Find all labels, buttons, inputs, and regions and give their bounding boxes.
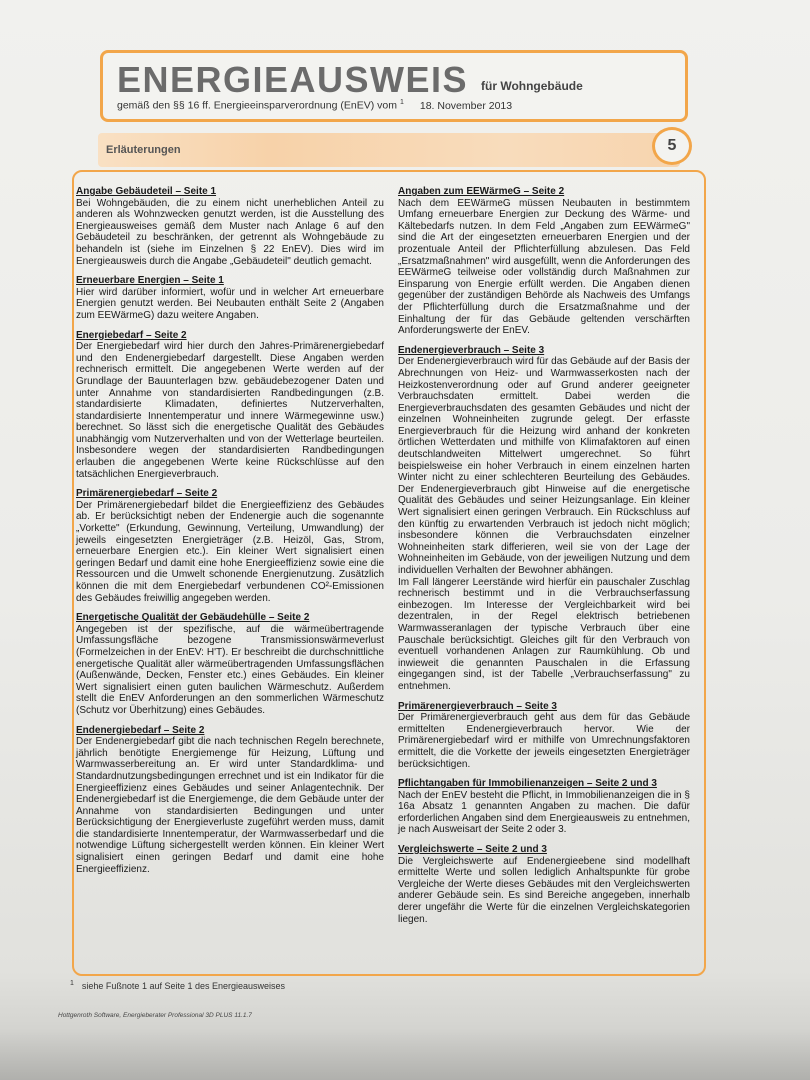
section-title: Pflichtangaben für Immobilienanzeigen – Seite 2 und 3 <box>398 778 657 790</box>
section-text: Nach dem EEWärmeG müssen Neubauten in bestimmtem Umfang erneuerbare Energien zur Deckung des Wärme- und Kältebedarfs nutzen. In dem Feld „Angaben zum EEWärmeG" sind die Art der eingesetzten erneuerbaren Energien und der prozentuale Anteil der Pflichterfüllung abzulesen. Das Feld „Ersatzmaßnahmen" wird ausgefüllt, wenn die Anforderungen des EEWärmeG teilweise oder vollständig durch Maßnahmen zur Einsparung von Energie erfüllt werden. Die Angaben dienen gegenüber der zuständigen Behörde als Nachweis des Umfangs der Pflichterfüllung durch die Ersatzmaßnahme und der Einhaltung der für das Gebäude geltenden verschärften Anforderungswerte der EnEV. <box>398 197 690 337</box>
section-gebaeudeteil <box>76 186 384 267</box>
regulation-line <box>117 99 512 112</box>
section-title: Endenergiebedarf – Seite 2 <box>76 724 205 736</box>
section-text: Hier wird darüber informiert, wofür und in welcher Art erneuerbare Energien genutzt werden. Bei Neubauten enthält Seite 2 (Angaben zum EEWärmeG) dazu weitere Angaben. <box>76 286 384 321</box>
section-title: Erneuerbare Energien – Seite 1 <box>76 275 224 287</box>
section-title: Endenergieverbrauch – Seite 3 <box>398 344 545 356</box>
section-endenergieverbrauch <box>398 345 690 693</box>
section-bar <box>98 133 680 167</box>
section-label: Erläuterungen <box>106 144 181 156</box>
section-pflichtangaben <box>398 778 690 836</box>
section-text-continued: Im Fall längerer Leerstände wird hierfür ein pauschaler Zuschlag rechnerisch bestimmt und in die Verbrauchserfassung einbezogen. Im Interesse der Vergleichbarkeit wird bei dezentralen, in der Regel elektrisch betriebenen Warmwasseranlagen der typische Verbrauch über eine Pauschale berücksichtigt. Gleiches gilt für den Verbrauch von eventuell vorhandenen Anlagen zur Raumkühlung. Ob und inwieweit die genannten Pauschalen in die Erfassung eingegangen sind, ist der Tabelle „Verbrauchserfassung" zu entnehmen. <box>398 576 690 692</box>
regulation-footnote-mark: 1 <box>399 99 404 106</box>
section-text: Nach der EnEV besteht die Pflicht, in Immobilienanzeigen die in § 16a Absatz 1 genannten Angaben zu machen. Die dafür erforderlichen Angaben sind dem Energieausweis zu entnehmen, je nach Ausweisart der Seite 2 oder 3. <box>398 789 690 836</box>
section-eewaermeg <box>398 186 690 337</box>
footnote-mark: 1 <box>70 980 74 987</box>
document-title: ENERGIEAUSWEIS <box>117 59 469 100</box>
regulation-date: 18. November 2013 <box>419 99 513 112</box>
section-title: Angabe Gebäudeteil – Seite 1 <box>76 186 217 197</box>
page-number-badge: 5 <box>652 127 692 165</box>
section-erneuerbare-energien <box>76 275 384 321</box>
section-primaerenergieverbrauch <box>398 701 690 771</box>
section-endenergiebedarf <box>76 725 384 876</box>
section-text: Der Endenergieverbrauch wird für das Gebäude auf der Basis der Abrechnungen von Heiz- und Warmwasserkosten nach der Heizkostenverordnung oder auf Grund anderer geeigneter Verbrauchsdaten ermittelt. Dabei werden die Energieverbrauchsdaten des gesamten Gebäudes und nicht der einzelnen Wohneinheiten zugrunde gelegt. Der erfasste Energieverbrauch für die Heizung wird anhand der konkreten örtlichen Wetterdaten und mithilfe von Klimafaktoren auf einen deutschlandweiten Mittelwert umgerechnet. So führt beispielsweise ein hoher Verbrauch in einem einzelnen harten Winter nicht zu einer schlechteren Beurteilung des Gebäudes. Der Endenergieverbrauch gibt Hinweise auf die energetische Qualität des Gebäudes und seiner Heizungsanlage. Ein kleiner Wert signalisiert einen geringen Verbrauch. Ein Rückschluss auf den künftig zu erwartenden Verbrauch ist jedoch nicht möglich; insbesondere können die Verbrauchsdaten einzelner Wohneinheiten stark differieren, weil sie von der Lage der Wohneinheiten im Gebäude, von der jeweiligen Nutzung und dem individuellen Verhalten der Bewohner abhängen. <box>398 356 690 576</box>
section-title: Primärenergiebedarf – Seite 2 <box>76 488 218 500</box>
section-text: Der Primärenergieverbrauch geht aus dem für das Gebäude ermittelten Endenergieverbrauch hervor. Wie der Primärenergiebedarf wird er mithilfe von Umrechnungsfaktoren ermittelt, die die Vorkette der jeweils eingesetzten Energieträger berücksichtigen. <box>398 712 690 770</box>
section-text: Bei Wohngebäuden, die zu einem nicht unerheblichen Anteil zu anderen als Wohnzwecken genutzt werden, ist die Ausstellung des Energieausweises gemäß dem Muster nach Anlage 6 auf den Gebäudeteil zu beschränken, der getrennt als Wohngebäude zu behandeln ist (siehe im Einzelnen § 22 EnEV). Dies wird im Energieausweis durch die Angabe „Gebäudeteil" deutlich gemacht. <box>76 197 384 267</box>
software-credit: Hottgenroth Software, Energieberater Professional 3D PLUS 11.1.7 <box>58 1012 252 1019</box>
footnote <box>70 980 285 991</box>
section-title: Vergleichswerte – Seite 2 und 3 <box>398 844 547 856</box>
section-text: Der Primärenergiebedarf bildet die Energieeffizienz des Gebäudes ab. Er berücksichtigt neben der Endenergie auch die sogenannte „Vorkette" (Erkundung, Gewinnung, Verteilung, Umwandlung) der jeweils eingesetzten Energieträger (z.B. Heizöl, Gas, Strom, erneuerbare Energien etc.). Ein kleiner Wert signalisiert einen geringen Bedarf und damit eine hohe Energieeffizienz sowie eine die Ressourcen und die Umwelt schonende Energienutzung. Zusätzlich können die mit dem Energiebedarf verbundenen CO²-Emissionen des Gebäudes freiwillig angegeben werden. <box>76 499 384 604</box>
header-box <box>100 50 688 122</box>
section-text: Die Vergleichswerte auf Endenergieebene sind modellhaft ermittelte Werte und sollen lediglich Anhaltspunkte für grobe Vergleiche der Werte dieses Gebäudes mit den Vergleichswerten anderer Gebäude sein. Es sind Bereiche angegeben, innerhalb derer ungefähr die Werte für die einzelnen Vergleichskategorien liegen. <box>398 855 690 925</box>
section-vergleichswerte <box>398 844 690 925</box>
section-text: Angegeben ist der spezifische, auf die wärmeübertragende Umfassungsfläche bezogene Transmissionswärmeverlust (Formelzeichen in der EnEV: H'T). Er beschreibt die durchschnittliche energetische Qualität aller wärmeübertragenden Umfassungsflächen (Außenwände, Decken, Fenster etc.) eines Gebäudes. Ein kleiner Wert signalisiert einen guten baulichen Wärmeschutz. Außerdem stellt die EnEV Anforderungen an den sommerlichen Wärmeschutz (Schutz vor Überhitzung) eines Gebäudes. <box>76 623 384 716</box>
left-column <box>76 186 384 883</box>
right-column <box>398 186 690 933</box>
regulation-text: gemäß den §§ 16 ff. Energieeinsparverordnung (EnEV) vom <box>117 99 397 112</box>
section-text: Der Endenergiebedarf gibt die nach technischen Regeln berechnete, jährlich benötigte Energiemenge für Heizung, Lüftung und Warmwasserbereitung an. Er wird unter Standardklima- und Standardnutzungsbedingungen errechnet und ist ein Indikator für die Energieeffizienz eines Gebäudes und seiner Anlagentechnik. Der Endenergiebedarf ist die Energiemenge, die dem Gebäude unter der Annahme von standardisierten Bedingungen und unter Berücksichtigung der Energieverluste zugeführt werden muss, damit die standardisierte Innentemperatur, der Warmwasserbedarf und die notwendige Lüftung sichergestellt werden können. Ein kleiner Wert signalisiert einen geringen Bedarf und damit eine hohe Energieeffizienz. <box>76 736 384 875</box>
footnote-text: siehe Fußnote 1 auf Seite 1 des Energieausweises <box>81 981 286 991</box>
section-gebaeudehuelle <box>76 612 384 716</box>
document-subtitle: für Wohngebäude <box>481 79 583 93</box>
section-energiebedarf <box>76 330 384 481</box>
section-title: Energetische Qualität der Gebäudehülle – Seite 2 <box>76 612 310 624</box>
section-primaerenergiebedarf <box>76 488 384 604</box>
page-shadow <box>0 1028 810 1080</box>
section-text: Der Energiebedarf wird hier durch den Jahres-Primärenergiebedarf und den Endenergiebedarf dargestellt. Diese Angaben werden rechnerisch ermittelt. Die angegebenen Werte werden auf der Grundlage der Bauunterlagen bzw. gebäudebezogener Daten und unter Annahme von standardisierten Randbedingungen (z.B. standardisierte Klimadaten, definiertes Nutzerverhalten, standardisierte Innentemperatur und innere Wärmegewinne usw.) berechnet. So lässt sich die energetische Qualität des Gebäudes unabhängig vom Nutzerverhalten und von der Wetterlage beurteilen. Insbesondere wegen der standardisierten Randbedingungen erlauben die angegebenen Werte keine Rückschlüsse auf den tatsächlichen Energieverbrauch. <box>76 341 384 480</box>
section-title: Energiebedarf – Seite 2 <box>76 329 187 341</box>
section-title: Angaben zum EEWärmeG – Seite 2 <box>398 186 565 197</box>
section-title: Primärenergieverbrauch – Seite 3 <box>398 700 557 712</box>
